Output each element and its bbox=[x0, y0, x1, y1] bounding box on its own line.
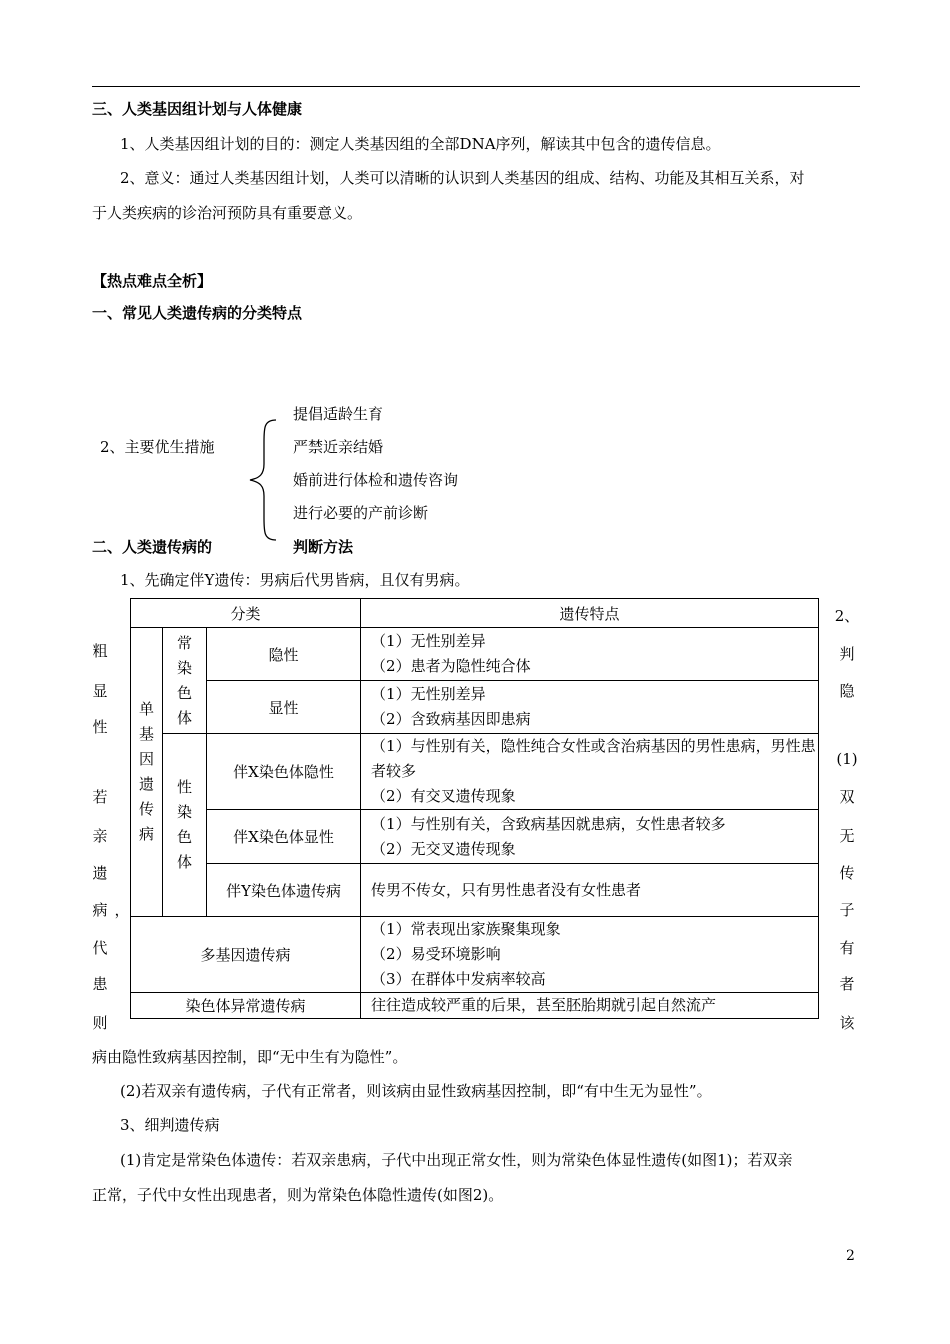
side-char-right: 传 bbox=[839, 864, 855, 882]
row-name: 伴X染色体隐性 bbox=[207, 734, 361, 810]
row-features: （1）常表现出家族聚集现象 （2）易受环境影响 （3）在群体中发病率较高 bbox=[361, 917, 819, 993]
side-char-left: 显 bbox=[92, 682, 108, 700]
after-line2: (2)若双亲有遗传病，子代有正常者，则该病由显性致病基因控制，即“有中生无为显性”。 bbox=[120, 1082, 712, 1100]
side-char-left: 若 bbox=[92, 788, 108, 806]
after-line4b: 正常，子代中女性出现患者，则为常染色体隐性遗传(如图2)。 bbox=[92, 1186, 504, 1204]
measure-item: 进行必要的产前诊断 bbox=[293, 504, 429, 522]
side-char-left: 亲 bbox=[92, 827, 108, 845]
sex-chromosome-label: 性染色体 bbox=[163, 734, 207, 917]
header-rule bbox=[92, 86, 860, 87]
row-name: 多基因遗传病 bbox=[131, 917, 361, 993]
side-char-right: 有 bbox=[839, 939, 855, 957]
side-char-right: 隐 bbox=[839, 682, 855, 700]
row-features: （1）与性别有关，隐性纯合女性或含治病基因的男性患病，男性患者较多 （2）有交叉遗传现象 bbox=[361, 734, 819, 810]
measure-item: 严禁近亲结婚 bbox=[293, 438, 384, 456]
row-name: 伴Y染色体遗传病 bbox=[207, 864, 361, 917]
row-features: （1）无性别差异 （2）含致病基因即患病 bbox=[361, 681, 819, 734]
side-char-right: 双 bbox=[839, 788, 855, 806]
side-char-left: 粗 bbox=[92, 642, 108, 660]
section3-para1: 1、人类基因组计划的目的：测定人类基因组的全部DNA序列，解读其中包含的遗传信息。 bbox=[120, 135, 721, 153]
row-features: （1）与性别有关，含致病基因就患病，女性患者较多 （2）无交叉遗传现象 bbox=[361, 810, 819, 864]
row-features: （1）无性别差异 （2）患者为隐性纯合体 bbox=[361, 628, 819, 681]
side-char-right: (1) bbox=[836, 750, 858, 768]
hot-topics-title: 【热点难点全析】 bbox=[92, 272, 213, 290]
side-char-right: 判 bbox=[839, 645, 855, 663]
side-char-right: 该 bbox=[839, 1014, 855, 1032]
side-char-right: 者 bbox=[839, 975, 855, 993]
section3-heading: 三、人类基因组计划与人体健康 bbox=[92, 100, 303, 118]
section2-heading-right: 判断方法 bbox=[293, 538, 354, 556]
measure-item: 婚前进行体检和遗传咨询 bbox=[293, 471, 459, 489]
side-char-left: 病 bbox=[92, 901, 108, 919]
eugenics-label: 2、主要优生措施 bbox=[100, 438, 215, 456]
side-char-right: 无 bbox=[839, 827, 855, 845]
row-name: 染色体异常遗传病 bbox=[131, 993, 361, 1019]
after-line3: 3、细判遗传病 bbox=[120, 1116, 220, 1134]
side-char-right: 子 bbox=[839, 901, 855, 919]
row-features: 往往造成较严重的后果，甚至胚胎期就引起自然流产 bbox=[361, 993, 819, 1019]
section3-para2-line2: 于人类疾病的诊治河预防具有重要意义。 bbox=[92, 204, 363, 222]
classification-heading: 一、常见人类遗传病的分类特点 bbox=[92, 304, 303, 322]
side-char-left: 则 bbox=[92, 1014, 108, 1032]
section2-heading-left: 二、人类遗传病的 bbox=[92, 538, 213, 556]
after-line4a: (1)肯定是常染色体遗传：若双亲患病，子代中出现正常女性，则为常染色体显性遗传(如图1)；若双亲 bbox=[120, 1151, 793, 1169]
side-char-left: 患 bbox=[92, 975, 108, 993]
single-gene-label: 单基因遗传病 bbox=[131, 628, 163, 917]
row-name: 显性 bbox=[207, 681, 361, 734]
brace-icon bbox=[246, 418, 282, 542]
row-name: 隐性 bbox=[207, 628, 361, 681]
row-name: 伴X染色体显性 bbox=[207, 810, 361, 864]
disease-classification-table bbox=[130, 598, 819, 1019]
y-linked-rule: 1、先确定伴Y遗传：男病后代男皆病，且仅有男病。 bbox=[120, 571, 470, 589]
after-line1: 病由隐性致病基因控制，即“无中生有为隐性”。 bbox=[92, 1048, 408, 1066]
table-header-class: 分类 bbox=[131, 599, 361, 628]
row-features: 传男不传女，只有男性患者没有女性患者 bbox=[361, 864, 819, 917]
table-header-feature: 遗传特点 bbox=[361, 599, 819, 628]
side-char-left: 代 bbox=[92, 939, 108, 957]
side-char-left: 性 bbox=[92, 718, 108, 736]
autosomal-label: 常染色体 bbox=[163, 628, 207, 734]
section3-para2-line1: 2、意义：通过人类基因组计划，人类可以清晰的认识到人类基因的组成、结构、功能及其相互关系，对 bbox=[120, 169, 805, 187]
page-number: 2 bbox=[846, 1248, 855, 1264]
measure-item: 提倡适龄生育 bbox=[293, 405, 384, 423]
side-char-right: 2、 bbox=[834, 607, 860, 625]
side-char-left: 遗 bbox=[92, 864, 108, 882]
side-comma: ， bbox=[114, 901, 130, 919]
